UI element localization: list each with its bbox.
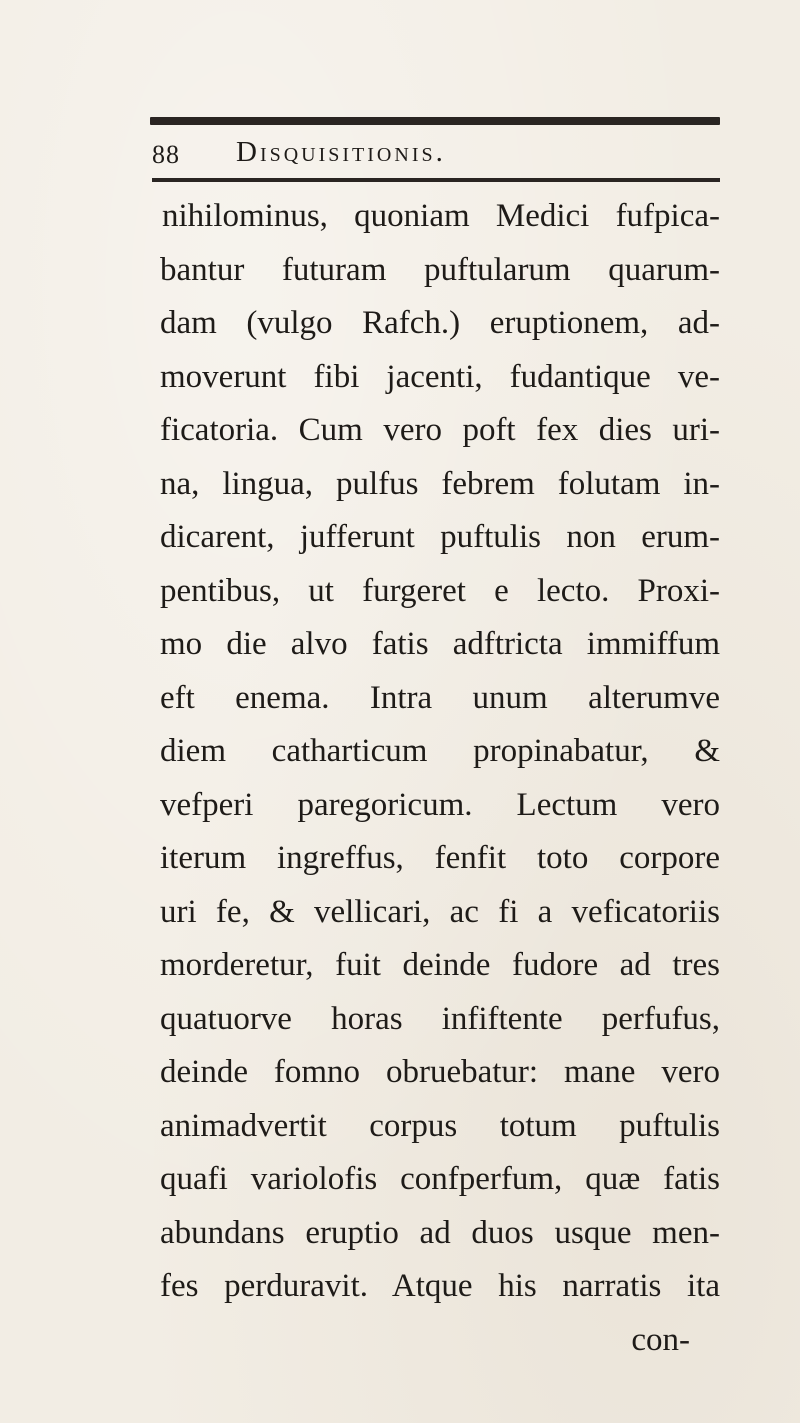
text-line: animadvertit corpus totum puftulis [160,1107,720,1144]
text-line: vefperi paregoricum. Lectum vero [160,786,720,823]
running-head [152,130,720,182]
top-rule [150,117,720,125]
head-rule [152,178,720,182]
body-text [160,190,720,1367]
text-line: eft enema. Intra unum alterumve [160,679,720,716]
text-line: na, lingua, pulfus febrem folutam in- [160,465,720,502]
text-line: diem catharticum propinabatur, & [160,733,720,769]
text-line: nihilominus, quoniam Medici fufpica- [162,198,720,234]
text-line: moverunt fibi jacenti, fudantique ve- [160,358,720,395]
text-line: pentibus, ut furgeret e lecto. Proxi- [160,572,720,609]
text-line: fes perduravit. Atque his narratis ita [160,1268,720,1304]
text-line: quatuorve horas infiftente perfufus, [160,1000,720,1037]
text-line: morderetur, fuit deinde fudore ad tres [160,947,720,983]
running-title: Disquisitionis. [236,136,446,168]
text-line: quafi variolofis confperfum, quæ fatis [160,1161,720,1197]
text-line: ficatoria. Cum vero poft fex dies uri- [160,412,720,448]
text-line: bantur futuram puftularum quarum- [160,251,720,288]
text-line: uri fe, & vellicari, ac fi a veficatoriis [160,893,720,930]
catchword: con- [631,1321,690,1358]
text-line: abundans eruptio ad duos usque men- [160,1214,720,1251]
page-number: 88 [152,140,180,169]
text-line: dam (vulgo Rafch.) eruptionem, ad- [160,305,720,341]
text-line: dicarent, jufferunt puftulis non erum- [160,519,720,555]
text-line: iterum ingreffus, fenfit toto corpore [160,840,720,876]
text-line: deinde fomno obruebatur: mane vero [160,1054,720,1090]
text-line: mo die alvo fatis adftricta immiffum [160,626,720,662]
